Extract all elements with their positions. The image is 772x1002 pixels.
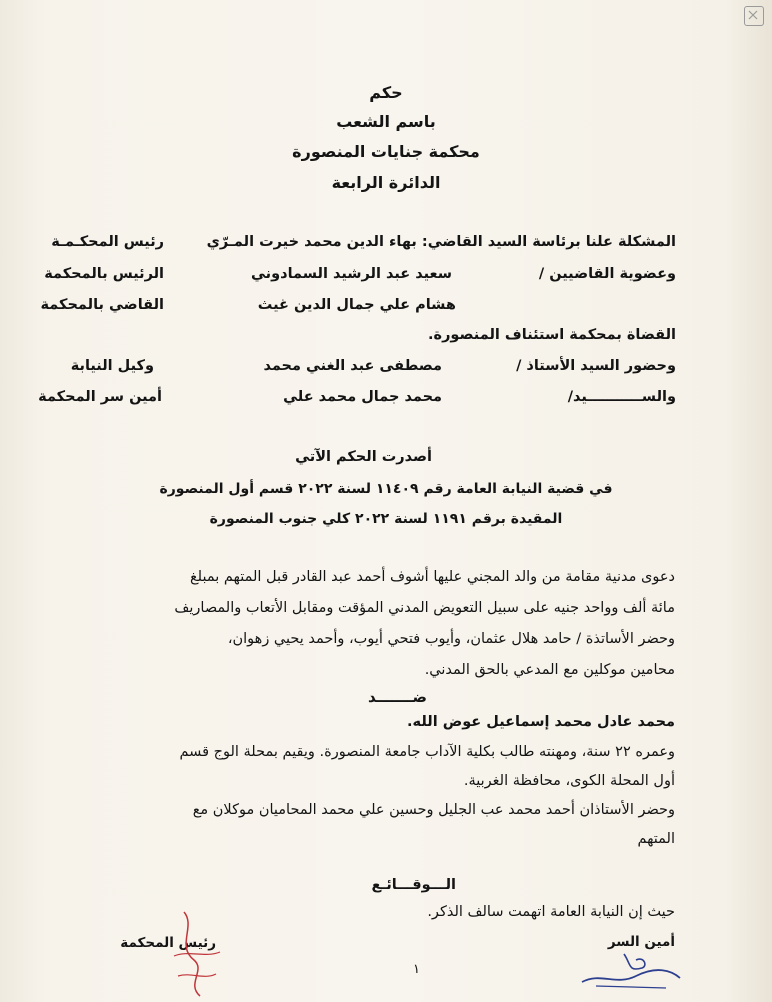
secretary-signature	[576, 942, 686, 994]
prosecutor-label: وحضور السيد الأستاذ /	[516, 358, 676, 374]
footer-president-label: رئيس المحكمة	[120, 935, 216, 951]
case-number-line: في قضية النيابة العامة رقم ١١٤٠٩ لسنة ٢٠٢٢ قسم أول المنصورة	[159, 481, 613, 497]
secretary-name: محمد جمال محمد علي	[283, 389, 442, 405]
case-registry-line: المقيدة برقم ١١٩١ لسنة ٢٠٢٢ كلي جنوب المنصورة	[209, 511, 563, 527]
expand-corner-icon[interactable]	[744, 6, 764, 26]
panel-member2-title: القاضي بالمحكمة	[40, 297, 164, 313]
president-signature	[166, 906, 228, 1000]
header-court-name: محكمة جنايات المنصورة	[292, 142, 480, 161]
secretary-title: أمين سر المحكمة	[38, 389, 162, 405]
facts-heading: الـــوقـــائـع	[371, 877, 456, 893]
panel-member1-name: سعيد عبد الرشيد السمادوني	[251, 266, 452, 282]
defendant-name: محمد عادل محمد إسماعيل عوض الله.	[407, 714, 675, 730]
prosecutor-name: مصطفى عبد الغني محمد	[263, 358, 442, 374]
body-line-2: مائة ألف وواحد جنيه على سبيل التعويض المدني المؤقت ومقابل الأتعاب والمصاريف	[174, 600, 675, 616]
panel-president-title: رئيس المحكـمـة	[51, 234, 164, 250]
page-number: ١	[413, 962, 420, 977]
body-line-5: وعمره ٢٢ سنة، ومهنته طالب بكلية الآداب جامعة المنصورة. ويقيم بمحلة الوج قسم	[179, 744, 675, 760]
panel-president-line: المشكلة علنا برئاسة السيد القاضي: بهاء الدين محمد خيرت المـرّي	[206, 234, 676, 250]
secretary-label: والســـــــــــيد/	[567, 389, 676, 405]
header-line-people: باسم الشعب	[336, 112, 436, 131]
header-circuit: الدائرة الرابعة	[331, 173, 441, 192]
panel-judges-court: القضاة بمحكمة استئناف المنصورة.	[428, 327, 676, 343]
body-line-4: محامين موكلين مع المدعي بالحق المدني.	[424, 662, 675, 678]
panel-member2-name: هشام علي جمال الدين غيث	[257, 297, 456, 313]
body-line-3: وحضر الأساتذة / حامد هلال عثمان، وأيوب فتحي أيوب، وأحمد يحيي زهوان،	[227, 631, 675, 647]
panel-member1-title: الرئيس بالمحكمة	[44, 266, 164, 282]
document-title: حكم	[369, 83, 403, 102]
body-line-1: دعوى مدنية مقامة من والد المجني عليها أشوف أحمد عبد القادر قبل المتهم بمبلغ	[189, 569, 675, 585]
body-line-8: المتهم	[637, 831, 675, 847]
body-line-6: أول المحلة الكوى، محافظة الغربية.	[463, 773, 675, 789]
panel-members-label: وعضوية القاضيين /	[538, 266, 676, 282]
prosecutor-title: وكيل النيابة	[70, 358, 154, 374]
verdict-intro: أصدرت الحكم الآتي	[295, 449, 432, 465]
against-separator: ضـــــــد	[367, 688, 427, 706]
facts-line-1: حيث إن النيابة العامة اتهمت سالف الذكر.	[427, 904, 675, 920]
body-line-7: وحضر الأستاذان أحمد محمد عب الجليل وحسين علي محمد المحاميان موكلان مع	[192, 802, 675, 818]
footer-secretary-label: أمين السر	[607, 934, 675, 950]
